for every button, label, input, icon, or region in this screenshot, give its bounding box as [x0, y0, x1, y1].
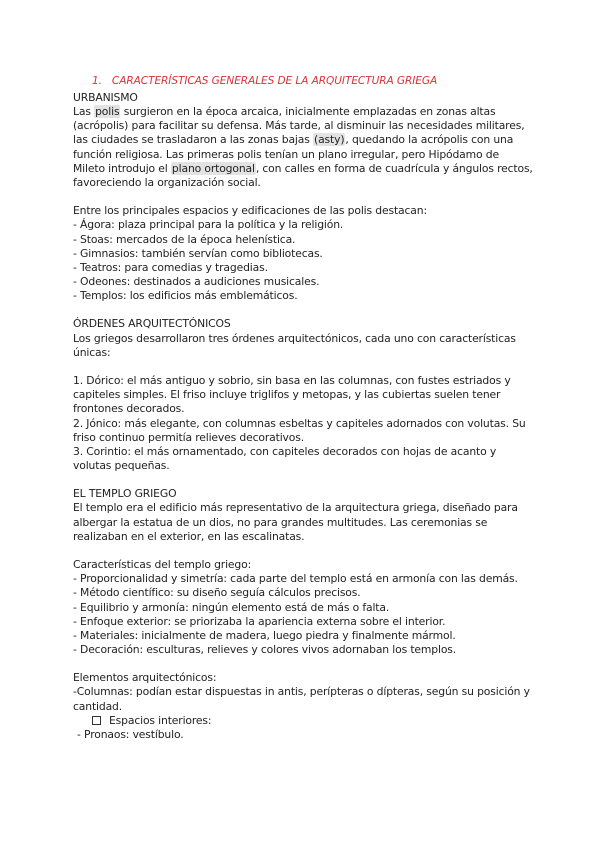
checkbox-label: Espacios interiores:	[109, 713, 212, 727]
list-item: - Decoración: esculturas, relieves y colores vivos adornaban los templos.	[73, 643, 457, 657]
list-item: - Ágora: plaza principal para la política y la religión.	[73, 218, 344, 232]
list-item: - Teatros: para comedias y tragedias.	[73, 260, 268, 274]
heading-title: CARACTERÍSTICAS GENERALES DE LA ARQUITECTURA GRIEGA	[111, 75, 438, 87]
list-item: - Equilibrio y armonía: ningún elemento está de más o falta.	[73, 600, 390, 614]
text-run: surgieron en la época arcaica, inicialmente emplazadas en zonas altas (acrópolis) para facilitar su defensa. Más tarde, al disminuir las necesidades militares, las ciudades se trasladaron a las zonas bajas	[73, 105, 525, 147]
list-item: - Materiales: inicialmente de madera, luego piedra y finalmente mármol.	[73, 628, 456, 642]
text-run: , con calles en forma de cuadrícula y ángulos rectos, favoreciendo la organización social.	[73, 161, 533, 189]
checkbox-icon[interactable]	[92, 716, 101, 725]
urbanismo-title: URBANISMO	[73, 91, 138, 104]
document-body	[73, 91, 533, 742]
list-item: - Método científico: su diseño seguía cálculos precisos.	[73, 586, 361, 600]
highlight-plano-ortogonal: plano ortogonal	[171, 161, 255, 175]
urbanismo-paragraph	[73, 105, 533, 190]
templo-characteristics-title: Características del templo griego:	[73, 558, 252, 572]
pronaos-item: - Pronaos: vestíbulo.	[77, 727, 184, 741]
templo-title: EL TEMPLO GRIEGO	[73, 487, 177, 501]
ordenes-title: ÓRDENES ARQUITECTÓNICOS	[73, 317, 231, 331]
list-item: - Odeones: destinados a audiciones musicales.	[73, 275, 320, 289]
heading-number: 1.	[92, 75, 102, 87]
list-item: 2. Jónico: más elegante, con columnas esbeltas y capiteles adornados con volutas. Su friso continuo permitía relieves decorativos.	[73, 416, 526, 444]
templo-intro: El templo era el edificio más representativo de la arquitectura griega, diseñado para albergar la estatua de un dios, no para grandes multitudes. Las ceremonias se realizaban en el exterior, en las escalinatas.	[73, 501, 518, 543]
list-item: - Proporcionalidad y simetría: cada parte del templo está en armonía con las demás.	[73, 572, 518, 586]
highlight-asty: (asty)	[314, 133, 345, 147]
list-item: - Enfoque exterior: se priorizaba la apariencia externa sobre el interior.	[73, 614, 446, 628]
text-run: , quedando la acrópolis con una función religiosa. Las primeras polis tenían un plano irregular, pero Hipódamo de Mileto introdujo el	[73, 133, 514, 175]
checklist-item	[73, 714, 533, 728]
ordenes-intro: Los griegos desarrollaron tres órdenes arquitectónicos, cada uno con características únicas:	[73, 331, 516, 359]
list-item: 1. Dórico: el más antiguo y sobrio, sin basa en las columnas, con fustes estriados y capiteles simples. El friso incluye triglifos y metopas, y las cubiertas suelen tener frontones decorados.	[73, 374, 511, 416]
list-item: - Gimnasios: también servían como bibliotecas.	[73, 246, 323, 260]
list-item: - Stoas: mercados de la época helenística.	[73, 232, 296, 246]
elements-title: Elementos arquitectónicos:	[73, 671, 217, 685]
section-heading	[92, 75, 437, 87]
text-run: Las	[73, 105, 95, 119]
columnas-item: -Columnas: podían estar dispuestas in antis, perípteras o dípteras, según su posición y cantidad.	[73, 685, 530, 713]
urbanismo-intro: Entre los principales espacios y edificaciones de las polis destacan:	[73, 204, 427, 218]
list-item: 3. Corintio: el más ornamentado, con capiteles decorados con hojas de acanto y volutas pequeñas.	[73, 444, 497, 473]
highlight-polis: polis	[95, 105, 120, 119]
list-item: - Templos: los edificios más emblemáticos.	[73, 289, 298, 303]
